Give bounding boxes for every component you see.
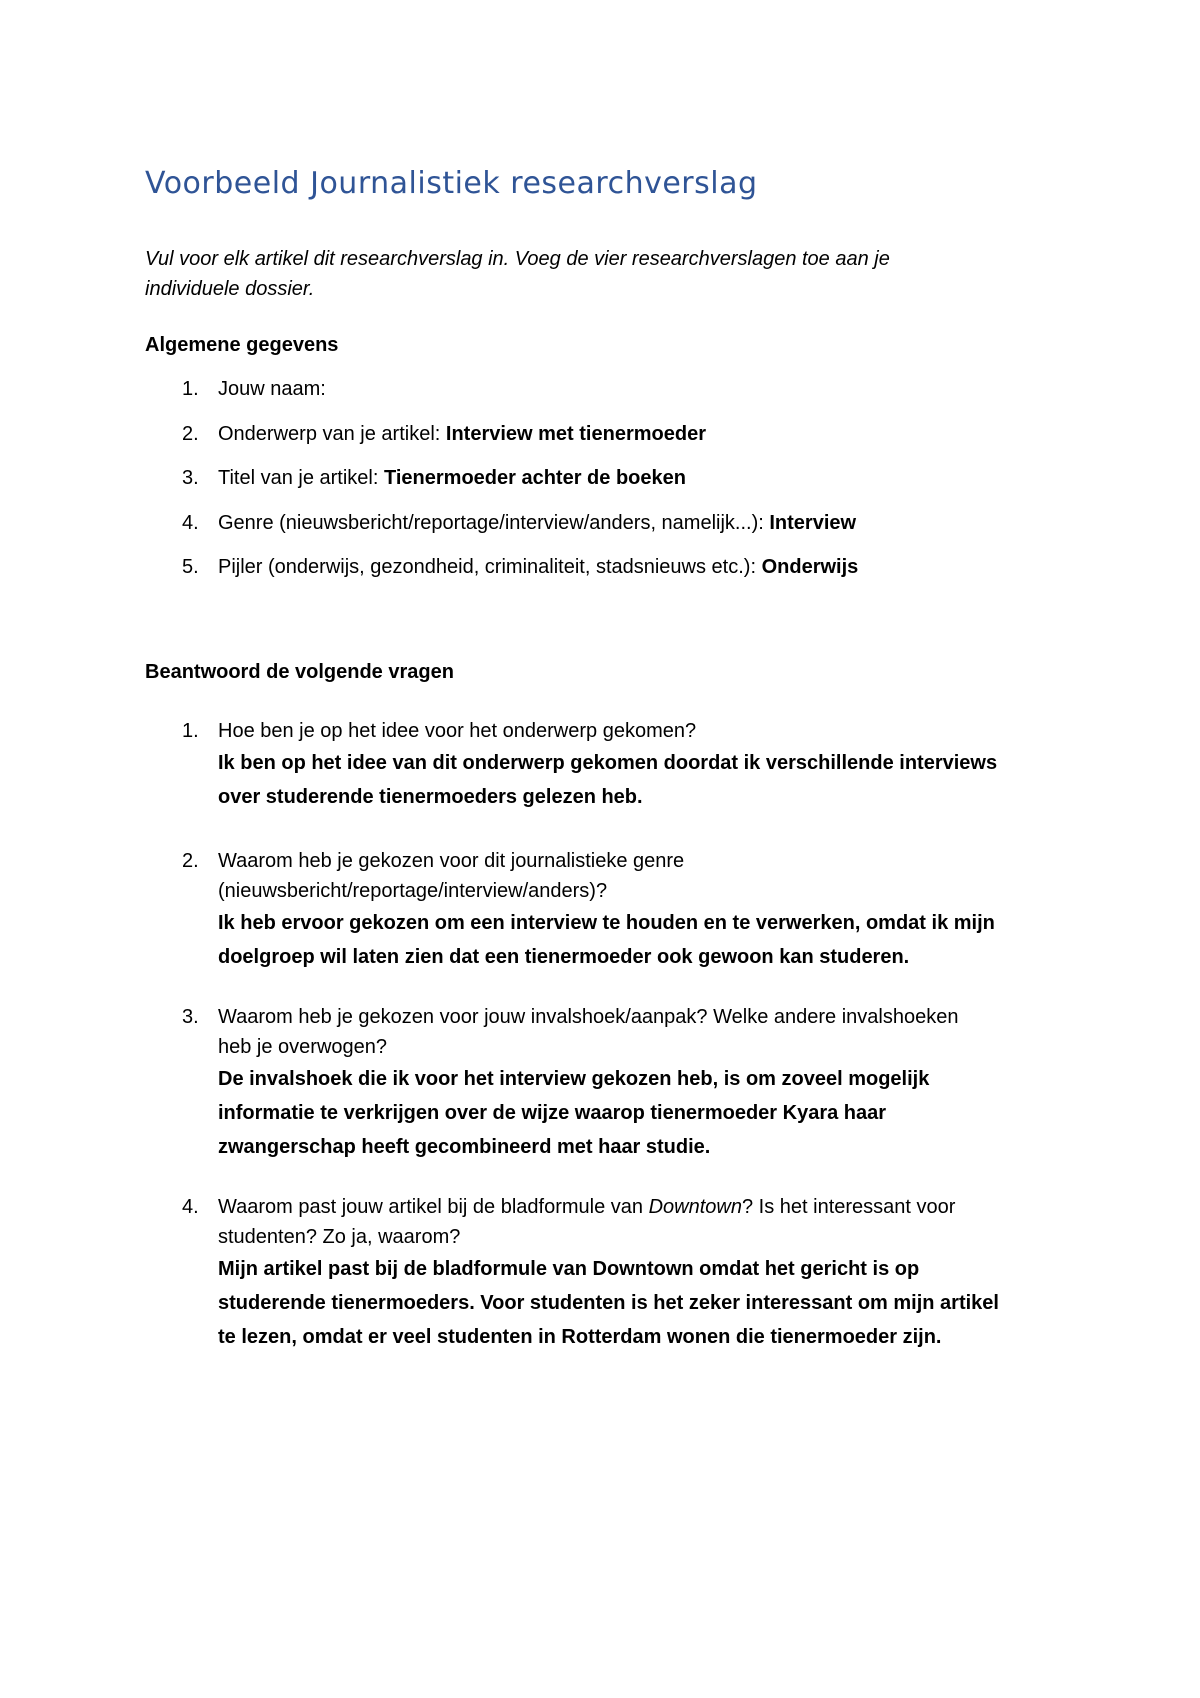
question-text: studenten? Zo ja, waarom?: [218, 1226, 461, 1248]
answer-line: studerende tienermoeders. Voor studenten is het zeker interessant om mijn artikel: [218, 1292, 999, 1314]
question-text: heb je overwogen?: [218, 1036, 388, 1058]
answer-line: over studerende tienermoeders gelezen heb.: [218, 786, 643, 808]
answer-text: [218, 1252, 1078, 1354]
question-text: [218, 1192, 1078, 1222]
question-part: ? Is het interessant voor: [741, 1196, 956, 1218]
item-number: 4.: [182, 512, 199, 534]
general-heading: Algemene gegevens: [145, 334, 339, 356]
answer-line: zwangerschap heeft gecombineerd met haar studie.: [218, 1136, 711, 1158]
item-label: Pijler (onderwijs, gezondheid, criminaliteit, stadsnieuws etc.):: [218, 556, 757, 578]
answer-line: Mijn artikel past bij de bladformule van Downtown omdat het gericht is op: [218, 1258, 920, 1280]
answer-line: te lezen, omdat er veel studenten in Rotterdam wonen die tienermoeder zijn.: [218, 1326, 942, 1348]
question-part: Waarom past jouw artikel bij de bladformule van: [218, 1196, 649, 1218]
item-number: 3.: [182, 467, 199, 489]
answer-line: Ik heb ervoor gekozen om een interview te houden en te verwerken, omdat ik mijn: [218, 912, 995, 934]
question-number: 4.: [182, 1196, 199, 1218]
item-number: 5.: [182, 556, 199, 578]
item-label: Genre (nieuwsbericht/reportage/interview/anders, namelijk...):: [218, 512, 764, 534]
answer-line: doelgroep wil laten zien dat een tienermoeder ook gewoon kan studeren.: [218, 946, 910, 968]
item-label: Jouw naam:: [218, 378, 326, 400]
question-text: (nieuwsbericht/reportage/interview/anders)?: [218, 880, 608, 902]
item-value: Onderwijs: [761, 556, 859, 578]
magazine-name: Downtown: [648, 1196, 742, 1218]
questions-heading: Beantwoord de volgende vragen: [145, 661, 454, 683]
answer-line: De invalshoek die ik voor het interview gekozen heb, is om zoveel mogelijk: [218, 1068, 930, 1090]
answer-text: [218, 1062, 1078, 1164]
question-number: 3.: [182, 1006, 199, 1028]
document-title: Voorbeeld Journalistiek researchverslag: [145, 166, 758, 201]
answer-line: informatie te verkrijgen over de wijze waarop tienermoeder Kyara haar: [218, 1102, 887, 1124]
question-number: 2.: [182, 850, 199, 872]
item-value: Interview: [769, 512, 857, 534]
question-text: Waarom heb je gekozen voor dit journalistieke genre: [218, 850, 685, 872]
intro-line: individuele dossier.: [145, 278, 315, 300]
answer-text: [218, 746, 1078, 814]
answer-text: [218, 906, 1078, 974]
item-label: Onderwerp van je artikel:: [218, 423, 441, 445]
item-label: Titel van je artikel:: [218, 467, 379, 489]
item-number: 1.: [182, 378, 199, 400]
question-text: Waarom heb je gekozen voor jouw invalshoek/aanpak? Welke andere invalshoeken: [218, 1006, 959, 1028]
item-value: Tienermoeder achter de boeken: [384, 467, 686, 489]
intro-line: Vul voor elk artikel dit researchverslag in. Voeg de vier researchverslagen toe aan je: [145, 248, 890, 270]
answer-line: Ik ben op het idee van dit onderwerp gekomen doordat ik verschillende interviews: [218, 752, 998, 774]
item-value: Interview met tienermoeder: [445, 423, 706, 445]
intro-text: [145, 244, 1065, 304]
question-text: Hoe ben je op het idee voor het onderwerp gekomen?: [218, 720, 697, 742]
question-number: 1.: [182, 720, 199, 742]
item-number: 2.: [182, 423, 199, 445]
